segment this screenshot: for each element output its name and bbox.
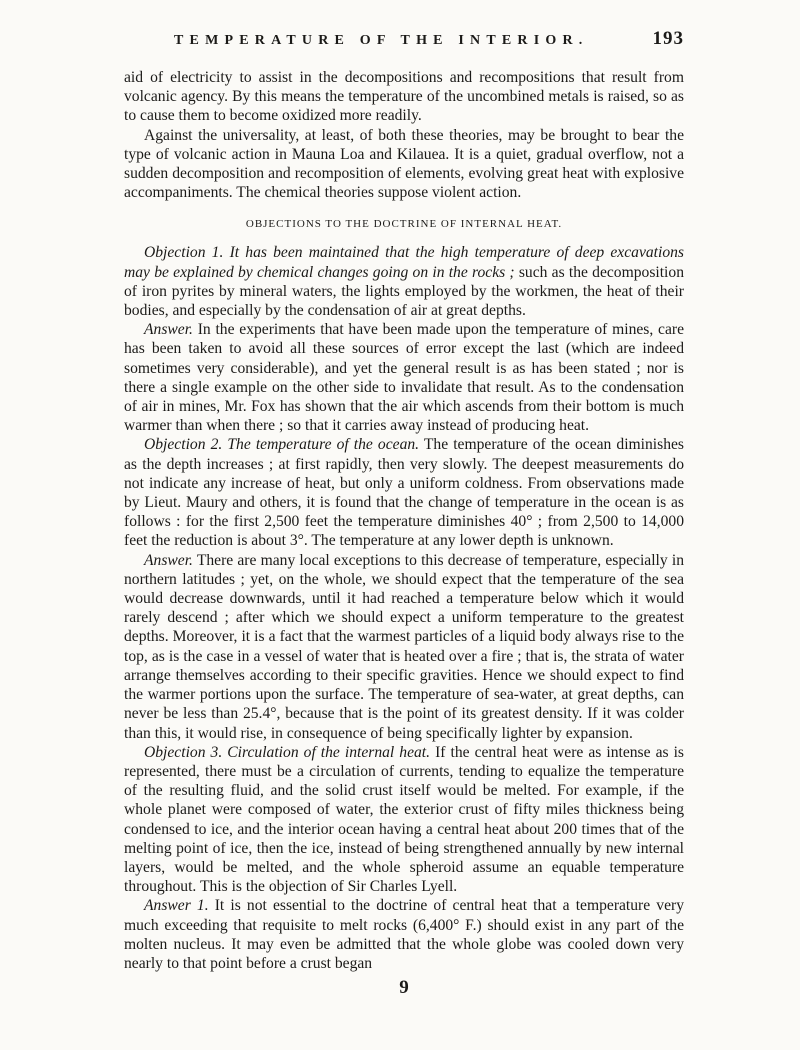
objection-text: If the central heat were as intense as is represented, there must be a circulation of currents, tending to equalize the temperature of the resulting fluid, and the solid crust itself would be melted. For example, if the whole planet were composed of water, the exterior crust of fifty miles thickness being condensed to ice, and the interior ocean having a central heat about 200 times that of the melting point of ice, then the ice, instead of being strengthened annually by new internal layers, would be melted, and the whole spheroid assume an equable temperature throughout. This is the objection of Sir Charles Lyell. [124,743,685,896]
answer-text: There are many local exceptions to this decrease of temperature, especially in northern latitudes ; yet, on the whole, we should expect that the temperature of the sea would decrease downwards, until it had reached a temperature below which it would rarely descend ; after which we should expect a uniform temperature to the greatest depths. Moreover, it is a fact that the warmest particles of a liquid body always rise to the top, as is the case in a vessel of water that is heated over a fire ; that is, the strata of water arrange themselves according to their specific gravities. Hence we should expect to find the warmer portions upon the surface. The temperature of sea-water, at great depths, can never be less than 25.4°, because that is the point of its greatest density. If it was colder than this, it would rise, in consequence of being specifically lighter by expansion. [124,551,684,742]
objection-text: such as the decomposition of iron pyrites by mineral waters, the lights employed by the workmen, the heat of their bodies, and especially by the condensation of air at great depths. [124,263,684,320]
paragraph: Against the universality, at least, of both these theories, may be brought to bear the type of volcanic action in Mauna Loa and Kilauea. It is a quiet, gradual overflow, not a sudden decomposition and recomposition of elements, evolving great heat with explosive accompaniments. The chemical theories suppose violent action. [124,126,684,202]
answer-1 [124,320,684,435]
answer-label: Answer 1. [144,897,209,915]
objection-text: The temperature of the ocean diminishes as the depth increases ; at first rapidly, then very slowly. The deepest measurements do not indicate any increase of heat, but only a uniform coldness. From observations made by Lieut. Maury and others, it is found that the change of temperature in the ocean is as follows : for the first 2,500 feet the temperature diminishes 40° ; from 2,500 to 14,000 feet the reduction is about 3°. The temperature at any lower depth is unknown. [124,436,684,550]
objection-label: Objection 2. [144,436,223,454]
answer-label: Answer. [144,551,193,569]
answer-text: In the experiments that have been made upon the temperature of mines, care has been taken to avoid all these sources of error except the last (which are indeed sometimes very considerable), and yet the general result is as has been stated ; nor is there a single example on the other side to invalidate that result. As to the condensation of air in mines, Mr. Fox has shown that the air which ascends from their bottom is much warmer than when there ; so that it carries away instead of producing heat. [124,321,684,435]
objection-3 [124,743,684,897]
running-head [174,28,684,50]
running-title: TEMPERATURE OF THE INTERIOR. [174,33,589,48]
answer-text: It is not essential to the doctrine of central heat that a temperature very much exceeding that requisite to melt rocks (6,400° F.) should exist in any part of the molten nucleus. It may even be admitted that the whole globe was cooled down very nearly to that point before a crust began [124,897,685,972]
answer-3 [124,896,684,973]
objection-label: Objection 3. [144,743,223,761]
signature-mark: 9 [399,977,409,999]
objection-2 [124,435,684,550]
answer-2 [124,551,684,743]
paragraph: aid of electricity to assist in the decompositions and recompositions that result from volcanic agency. By this means the temperature of the uncombined metals is raised, so as to cause them to become oxidized more readily. [124,69,684,125]
objection-statement: Circulation of the internal heat. [227,743,431,761]
objection-1 [124,243,684,320]
page-number: 193 [652,28,684,49]
objection-statement: It has been maintained that the high temperature of deep excavations may be explained by chemical changes going on in the rocks ; [124,244,684,281]
objection-statement: The temperature of the ocean. [227,436,420,454]
page [124,28,684,999]
answer-label: Answer. [144,321,193,339]
objection-label: Objection 1. [144,244,224,262]
section-heading: OBJECTIONS TO THE DOCTRINE OF INTERNAL HEAT. [245,218,563,231]
